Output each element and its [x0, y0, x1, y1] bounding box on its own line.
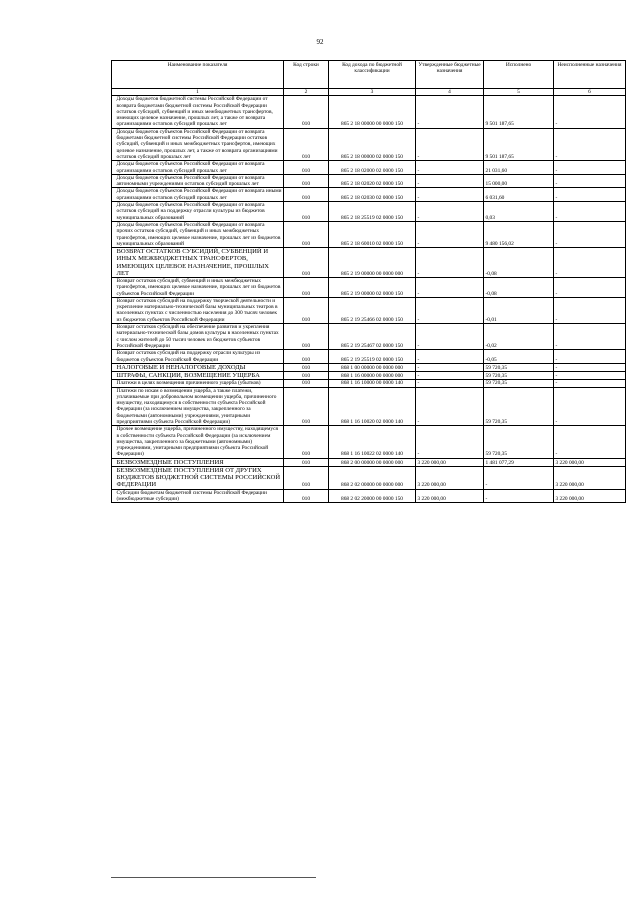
executed-value: 59 720,35 [484, 426, 554, 458]
indicator-name-text: Возврат остатков субсидий, субвенций и иных межбюджетных трансфертов, имеющих целевое назначение, прошлых лет из бюджетов субъектов Российской Федерации [116, 277, 281, 297]
unexecuted-value: - [554, 297, 626, 323]
table-row [112, 96, 626, 128]
table-row [112, 372, 626, 380]
line-code: 010 [284, 248, 329, 278]
unexecuted-value: - [554, 277, 626, 297]
table-row [112, 466, 626, 489]
indicator-name [112, 188, 284, 202]
income-code: 865 2 19 25466 02 0000 150 [329, 297, 416, 323]
executed-value: - [484, 466, 554, 489]
line-code: 010 [284, 277, 329, 297]
line-code: 010 [284, 188, 329, 202]
indicator-name-text: Доходы бюджетов субъектов Российской Федерации от возврата автономными учреждениями остатков субсидий прошлых лет [116, 174, 265, 188]
line-code: 010 [284, 372, 329, 380]
line-code: 010 [284, 297, 329, 323]
line-code: 010 [284, 161, 329, 175]
table-row [112, 380, 626, 387]
executed-value: -0,02 [484, 324, 554, 350]
indicator-name-text: Возврат остатков субсидий на поддержку творческой деятельности и укрепление материально-технической базы муниципальных театров в населенных пунктах с численностью населения до 300 тысяч человек из бюджетов субъектов Российской Федерации [116, 297, 278, 323]
header-approved: Утвержденные бюджетные назначения [416, 61, 484, 89]
unexecuted-value: - [554, 128, 626, 160]
approved-value: - [416, 363, 484, 371]
table-body [112, 96, 626, 503]
executed-value: 59 720,35 [484, 380, 554, 387]
indicator-name-text: Доходы бюджетов субъектов Российской Федерации от возврата бюджетами бюджетной системы Российской Федерации остатков субсидий, субвенций и иных межбюджетных трансфертов, имеющих целевое назначение, прошлых лет, а также от возврата организациями остатков субсидий прошлых лет [116, 128, 278, 160]
indicator-name [112, 297, 284, 323]
column-number: 1 [112, 89, 284, 96]
income-code: 868 1 16 10022 02 0000 140 [329, 426, 416, 458]
line-code: 010 [284, 350, 329, 364]
approved-value: 3 220 000,00 [416, 458, 484, 466]
income-code: 868 2 02 00000 00 0000 000 [329, 466, 416, 489]
executed-value: 59 720,35 [484, 387, 554, 426]
indicator-name-text: ВОЗВРАТ ОСТАТКОВ СУБСИДИЙ, СУБВЕНЦИЙ И ИНЫХ МЕЖБЮДЖЕТНЫХ ТРАНСФЕРТОВ, ИМЕЮЩИХ ЦЕЛЕВОЕ НАЗНАЧЕНИЕ, ПРОШЛЫХ ЛЕТ [116, 248, 270, 277]
line-code: 010 [284, 380, 329, 387]
header-indicator-name: Наименование показателя [112, 61, 284, 89]
approved-value: - [416, 297, 484, 323]
indicator-name [112, 466, 284, 489]
header-income-code: Код дохода по бюджетной классификации [329, 61, 416, 89]
line-code: 010 [284, 221, 329, 247]
approved-value: - [416, 372, 484, 380]
approved-value: - [416, 188, 484, 202]
column-number: 6 [554, 89, 626, 96]
income-code: 865 2 18 60010 02 0000 150 [329, 221, 416, 247]
approved-value: 3 220 000,00 [416, 466, 484, 489]
income-code: 868 1 16 10000 00 0000 140 [329, 380, 416, 387]
indicator-name-text: НАЛОГОВЫЕ И НЕНАЛОГОВЫЕ ДОХОДЫ [116, 363, 246, 371]
header-row [112, 61, 626, 89]
table-row [112, 458, 626, 466]
indicator-name-text: Доходы бюджетов бюджетной системы Российской Федерации от возврата бюджетами бюджетной системы Российской Федерации остатков субсидий, субвенций и иных межбюджетных трансфертов, имеющих целевое назначение, прошлых лет, а также от возврата организациями остатков субсидий прошлых лет [116, 96, 273, 128]
indicator-name-text: Платежи по искам о возмещении ущерба, а также платежи, уплачиваемые при добровольном возмещении ущерба, причиненного имуществу, находящемуся в собственности субъекта Российской Федерации (за исключением имущества, закрепленного за бюджетными (автономными) учреждениями, унитарными предприятиями субъекта Российской Федерации) [116, 387, 277, 425]
table-row [112, 426, 626, 458]
approved-value: - [416, 161, 484, 175]
indicator-name-text: Доходы бюджетов субъектов Российской Федерации от возврата иными организациями остатков субсидий прошлых лет [116, 188, 282, 201]
indicator-name [112, 387, 284, 426]
executed-value: 1 481 077,29 [484, 458, 554, 466]
indicator-name [112, 174, 284, 188]
indicator-name [112, 128, 284, 160]
unexecuted-value: - [554, 350, 626, 364]
table-row [112, 221, 626, 247]
table-row [112, 363, 626, 371]
line-code: 010 [284, 324, 329, 350]
income-code: 865 2 19 25519 02 0000 150 [329, 350, 416, 364]
unexecuted-value: - [554, 221, 626, 247]
executed-value: 9 480 156,02 [484, 221, 554, 247]
indicator-name [112, 363, 284, 371]
indicator-name-text: БЕЗВОЗМЕЗДНЫЕ ПОСТУПЛЕНИЯ [116, 458, 224, 466]
income-code: 865 2 19 00000 02 0000 150 [329, 277, 416, 297]
income-code: 865 2 19 00000 00 0000 000 [329, 248, 416, 278]
table-row [112, 248, 626, 278]
table-row [112, 350, 626, 364]
header-unexecuted: Неисполненные назначения [554, 61, 626, 89]
executed-value: -0,01 [484, 297, 554, 323]
line-code: 010 [284, 174, 329, 188]
column-number: 3 [329, 89, 416, 96]
income-code: 865 2 19 25467 02 0000 150 [329, 324, 416, 350]
line-code: 010 [284, 202, 329, 222]
executed-value: 59 720,35 [484, 363, 554, 371]
column-number: 2 [284, 89, 329, 96]
line-code: 010 [284, 466, 329, 489]
executed-value: 9 501 187,65 [484, 96, 554, 128]
executed-value: 15 000,00 [484, 174, 554, 188]
income-code: 868 1 16 00000 00 0000 000 [329, 372, 416, 380]
indicator-name [112, 380, 284, 387]
line-code: 010 [284, 128, 329, 160]
approved-value: - [416, 426, 484, 458]
indicator-name-text: Платежи в целях возмещения причиненного ущерба (убытков) [116, 380, 261, 387]
income-code: 865 2 18 00000 00 0000 150 [329, 96, 416, 128]
line-code: 010 [284, 458, 329, 466]
indicator-name-text: БЕЗВОЗМЕЗДНЫЕ ПОСТУПЛЕНИЯ ОТ ДРУГИХ БЮДЖЕТОВ БЮДЖЕТНОЙ СИСТЕМЫ РОССИЙСКОЙ ФЕДЕРАЦИИ [116, 466, 281, 489]
unexecuted-value: - [554, 96, 626, 128]
table-row [112, 174, 626, 188]
header-executed: Исполнено [484, 61, 554, 89]
unexecuted-value: - [554, 248, 626, 278]
unexecuted-value: - [554, 188, 626, 202]
unexecuted-value: - [554, 426, 626, 458]
executed-value: 0,03 [484, 202, 554, 222]
executed-value: 59 720,35 [484, 372, 554, 380]
unexecuted-value: - [554, 380, 626, 387]
indicator-name [112, 202, 284, 222]
table-row [112, 277, 626, 297]
column-numbers-row [112, 89, 626, 96]
footer-divider [111, 877, 316, 878]
indicator-name [112, 489, 284, 503]
indicator-name [112, 277, 284, 297]
column-number: 4 [416, 89, 484, 96]
table-row [112, 161, 626, 175]
executed-value: 9 501 187,65 [484, 128, 554, 160]
unexecuted-value: - [554, 161, 626, 175]
income-code: 865 2 18 00000 02 0000 150 [329, 128, 416, 160]
indicator-name [112, 324, 284, 350]
executed-value: 21 031,60 [484, 161, 554, 175]
unexecuted-value: - [554, 174, 626, 188]
approved-value: 3 220 000,00 [416, 489, 484, 503]
executed-value: -0,08 [484, 277, 554, 297]
column-number: 5 [484, 89, 554, 96]
approved-value: - [416, 277, 484, 297]
income-code: 865 2 18 25519 02 0000 150 [329, 202, 416, 222]
income-code: 868 1 16 10020 02 0000 140 [329, 387, 416, 426]
approved-value: - [416, 380, 484, 387]
unexecuted-value: - [554, 387, 626, 426]
income-code: 868 2 02 20000 00 0000 150 [329, 489, 416, 503]
table-row [112, 324, 626, 350]
executed-value: -0,08 [484, 248, 554, 278]
executed-value: -0,05 [484, 350, 554, 364]
income-code: 868 2 00 00000 00 0000 000 [329, 458, 416, 466]
approved-value: - [416, 128, 484, 160]
table-row [112, 297, 626, 323]
approved-value: - [416, 350, 484, 364]
indicator-name [112, 248, 284, 278]
executed-value: - [484, 489, 554, 503]
indicator-name-text: ШТРАФЫ, САНКЦИИ, ВОЗМЕЩЕНИЕ УЩЕРБА [116, 372, 260, 379]
unexecuted-value: - [554, 324, 626, 350]
income-code: 868 1 00 00000 00 0000 000 [329, 363, 416, 371]
indicator-name [112, 426, 284, 458]
line-code: 010 [284, 489, 329, 503]
indicator-name-text: Доходы бюджетов субъектов Российской Федерации от возврата остатков субсидий на поддержку отрасли культуры из бюджетов муниципальных образований [116, 202, 265, 221]
indicator-name-text: Возврат остатков субсидий на обеспечение развития и укрепления материально-технической базы домов культуры в населенных пунктах с числом жителей до 50 тысяч человек из бюджетов субъектов Российской Федерации [116, 324, 279, 349]
unexecuted-value: 3 220 000,00 [554, 458, 626, 466]
approved-value: - [416, 96, 484, 128]
indicator-name [112, 96, 284, 128]
income-code: 865 2 18 02030 02 0000 150 [329, 188, 416, 202]
executed-value: 6 031,60 [484, 188, 554, 202]
line-code: 010 [284, 363, 329, 371]
indicator-name [112, 458, 284, 466]
table-row [112, 202, 626, 222]
approved-value: - [416, 174, 484, 188]
unexecuted-value: 3 220 000,00 [554, 489, 626, 503]
indicator-name-text: Прочее возмещение ущерба, причиненного имуществу, находящемуся в собственности субъекта Российской Федерации (за исключением имущества, закрепленного за бюджетными (автономными) учреждениями, унитарными предприятиями субъекта Российской Федерации) [116, 426, 278, 458]
line-code: 010 [284, 96, 329, 128]
indicator-name [112, 372, 284, 380]
line-code: 010 [284, 387, 329, 426]
unexecuted-value: - [554, 363, 626, 371]
page-number: 92 [316, 38, 324, 46]
approved-value: - [416, 221, 484, 247]
indicator-name-text: Субсидии бюджетам бюджетной системы Российской Федерации (межбюджетные субсидии) [116, 489, 267, 502]
budget-execution-table [111, 60, 626, 503]
unexecuted-value: 3 220 000,00 [554, 466, 626, 489]
indicator-name-text: Доходы бюджетов субъектов Российской Федерации от возврата организациями остатков субсидий прошлых лет [116, 161, 265, 174]
indicator-name-text: Доходы бюджетов субъектов Российской Федерации от возврата прочих остатков субсидий, субвенций и иных межбюджетных трансфертов, имеющих целевое назначение, прошлых лет из бюджетов муниципальных образований [116, 221, 281, 247]
table-row [112, 188, 626, 202]
approved-value: - [416, 248, 484, 278]
indicator-name [112, 221, 284, 247]
unexecuted-value: - [554, 202, 626, 222]
line-code: 010 [284, 426, 329, 458]
table-row [112, 128, 626, 160]
approved-value: - [416, 324, 484, 350]
income-code: 865 2 18 02000 02 0000 150 [329, 161, 416, 175]
table-row [112, 489, 626, 503]
indicator-name [112, 161, 284, 175]
approved-value: - [416, 202, 484, 222]
unexecuted-value: - [554, 372, 626, 380]
income-code: 865 2 18 02020 02 0000 150 [329, 174, 416, 188]
header-line-code: Код строки [284, 61, 329, 89]
approved-value: - [416, 387, 484, 426]
indicator-name [112, 350, 284, 364]
table-row [112, 387, 626, 426]
indicator-name-text: Возврат остатков субсидий на поддержку отрасли культуры из бюджетов субъектов Российской Федерации [116, 350, 261, 363]
